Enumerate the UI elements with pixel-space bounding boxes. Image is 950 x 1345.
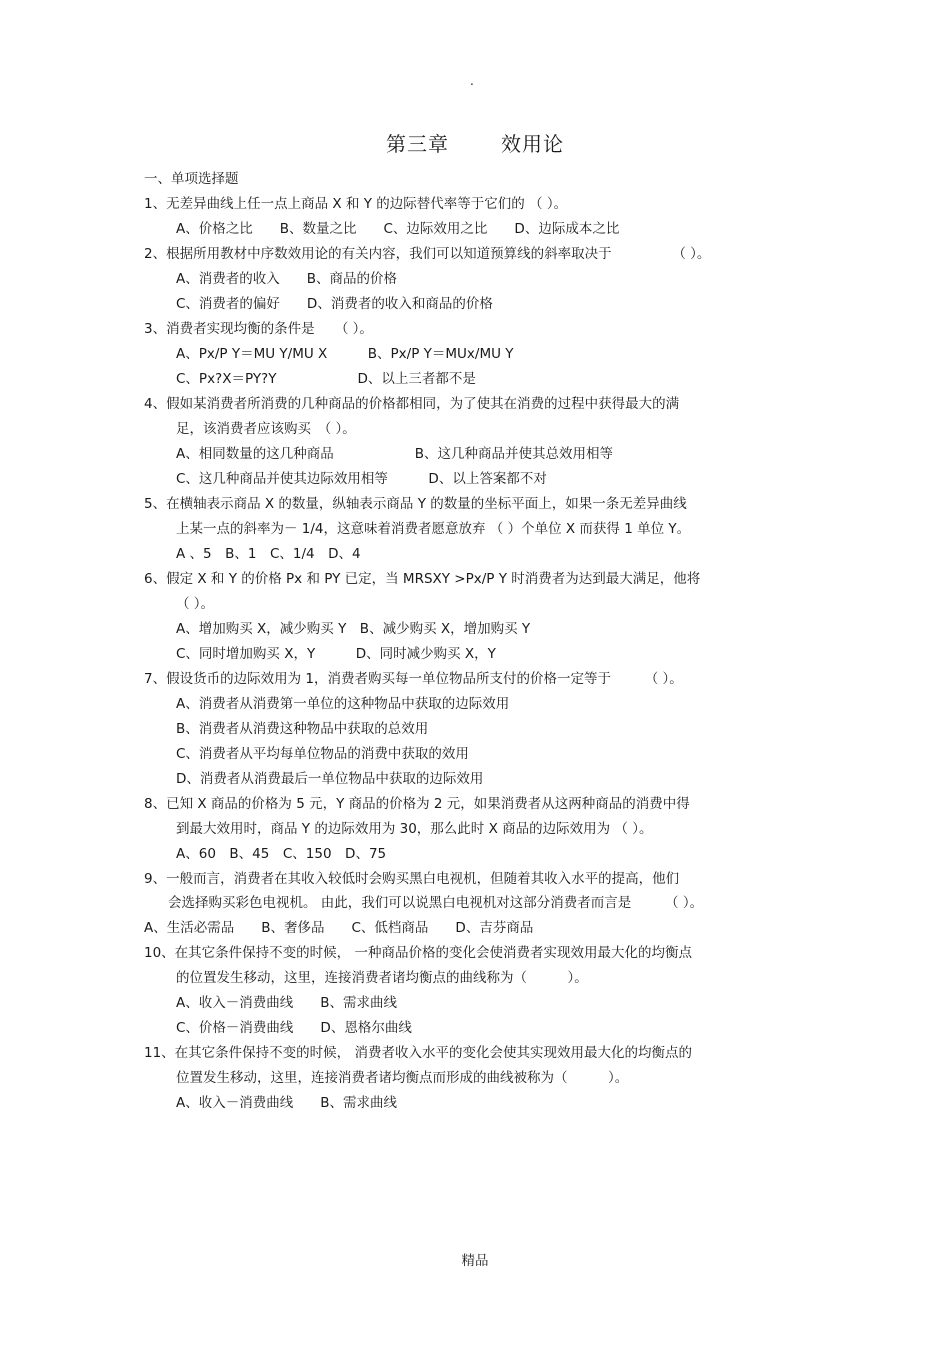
text-line: C、价格－消费曲线 D、恩格尔曲线 [176,1020,412,1036]
chapter-title [0,128,950,157]
text-line: 会选择购买彩色电视机。 由此，我们可以说黑白电视机对这部分消费者而言是 （ ）。 [168,895,704,911]
page-footer: 精品 [461,1253,489,1269]
text-line: 2、根据所用教材中序数效用论的有关内容，我们可以知道预算线的斜率取决于 （ ）。 [144,246,711,262]
text-line: 到最大效用时，商品 Y 的边际效用为 30，那么此时 X 商品的边际效用为 （ ）。 [176,821,653,837]
text-line: 3、消费者实现均衡的条件是 （ ）。 [144,321,373,337]
text-line: C、消费者的偏好 D、消费者的收入和商品的价格 [176,296,493,312]
text-line: A、价格之比 B、数量之比 C、边际效用之比 D、边际成本之比 [176,221,620,237]
text-line: B、消费者从消费这种物品中获取的总效用 [176,721,429,737]
text-line: C、消费者从平均每单位物品的消费中获取的效用 [176,746,469,762]
text-line: 6、假定 X 和 Y 的价格 Px 和 PY 已定，当 MRSXY >Px/P Y 时消费者为达到最大满足，他将 [144,571,701,587]
text-line: A、收入－消费曲线 B、需求曲线 [176,995,397,1011]
text-line: （ ）。 [176,596,215,612]
section-heading: 一、单项选择题 [144,171,239,187]
text-line: C、这几种商品并使其边际效用相等 D、以上答案都不对 [176,471,547,487]
text-line: 7、假设货币的边际效用为 1，消费者购买每一单位物品所支付的价格一定等于 （ ）。 [144,671,683,687]
text-line: 足，该消费者应该购买 （ ）。 [176,421,356,437]
text-line: 11、在其它条件保持不变的时候， 消费者收入水平的变化会使其实现效用最大化的均衡点的 [144,1045,692,1061]
text-line: 9、一般而言，消费者在其收入较低时会购买黑白电视机，但随着其收入水平的提高，他们 [144,871,680,887]
text-line: A、消费者的收入 B、商品的价格 [176,271,397,287]
text-line: A、收入－消费曲线 B、需求曲线 [176,1095,397,1111]
header-mark: . [470,74,474,88]
text-line: 5、在横轴表示商品 X 的数量，纵轴表示商品 Y 的数量的坐标平面上，如果一条无差异曲线 [144,496,687,512]
text-line: 的位置发生移动，这里，连接消费者诸均衡点的曲线称为（ ）。 [176,970,588,986]
text-line: 4、假如某消费者所消费的几种商品的价格都相同，为了使其在消费的过程中获得最大的满 [144,396,680,412]
text-line: A、消费者从消费第一单位的这种物品中获取的边际效用 [176,696,510,712]
text-line: 位置发生移动，这里，连接消费者诸均衡点而形成的曲线被称为（ ）。 [176,1070,629,1086]
text-line: A、生活必需品 B、奢侈品 C、低档商品 D、吉芬商品 [144,920,534,936]
text-line: A、60 B、45 C、150 D、75 [176,846,387,862]
text-line: A、Px/P Y＝MU Y/MU X B、Px/P Y＝MUx/MU Y [176,346,514,362]
chapter-number: 第三章 [386,132,449,156]
chapter-name: 效用论 [501,132,564,156]
text-line: D、消费者从消费最后一单位物品中获取的边际效用 [176,771,484,787]
text-line: A、相同数量的这几种商品 B、这几种商品并使其总效用相等 [176,446,613,462]
text-line: 10、在其它条件保持不变的时候， 一种商品价格的变化会使消费者实现效用最大化的均衡点 [144,945,692,961]
text-line: 1、无差异曲线上任一点上商品 X 和 Y 的边际替代率等于它们的 （ ）。 [144,196,568,212]
text-line: A 、5 B、1 C、1/4 D、4 [176,546,361,562]
text-line: 8、已知 X 商品的价格为 5 元，Y 商品的价格为 2 元，如果消费者从这两种商品的消费中得 [144,796,690,812]
text-line: A、增加购买 X，减少购买 Y B、减少购买 X，增加购买 Y [176,621,531,637]
text-line: 上某一点的斜率为－ 1/4，这意味着消费者愿意放弃 （ ）个单位 X 而获得 1 单位 Y。 [176,521,691,537]
text-line: C、同时增加购买 X，Y D、同时减少购买 X，Y [176,646,496,662]
text-line: C、Px?X＝PY?Y D、以上三者都不是 [176,371,476,387]
